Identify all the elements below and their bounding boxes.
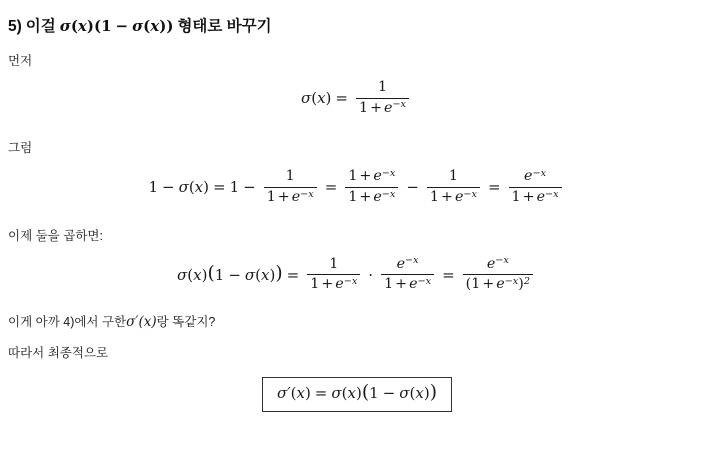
lparen: ( bbox=[290, 384, 297, 403]
rparen: ) bbox=[325, 88, 332, 107]
fraction-numerator: 1 bbox=[377, 78, 388, 95]
fraction-numerator bbox=[345, 168, 398, 186]
e-symbol: e bbox=[524, 168, 533, 185]
equation-sigma-definition-math bbox=[301, 79, 413, 118]
fraction-exp-over-denom bbox=[381, 256, 434, 295]
page-title bbox=[8, 14, 706, 36]
fraction-one-over-denom bbox=[307, 256, 360, 295]
e-symbol: e bbox=[486, 255, 496, 272]
fraction-sigma bbox=[356, 79, 409, 118]
fraction-denominator bbox=[356, 100, 409, 118]
x-symbol: x bbox=[77, 17, 87, 35]
e-symbol: e bbox=[291, 188, 301, 205]
equation-product bbox=[8, 256, 706, 295]
e-symbol: e bbox=[384, 99, 393, 116]
minus-symbol: − bbox=[406, 178, 419, 197]
one-symbol: 1 bbox=[229, 178, 240, 197]
one-symbol: 1 bbox=[214, 265, 225, 284]
paragraph-check bbox=[8, 312, 706, 332]
exponent-neg-x: −x bbox=[504, 275, 519, 287]
sigma-symbol: σ bbox=[126, 314, 136, 331]
one-symbol: 1 bbox=[384, 276, 394, 293]
plus-symbol: + bbox=[395, 276, 408, 293]
rparen: ) bbox=[86, 17, 94, 35]
exponent-neg-x: −x bbox=[381, 188, 396, 200]
heading-text-after: 형태로 바꾸기 bbox=[177, 18, 272, 35]
sigma-symbol: σ bbox=[132, 17, 144, 35]
sigma-symbol: σ bbox=[244, 265, 256, 284]
e-symbol: e bbox=[373, 168, 382, 185]
minus-symbol: − bbox=[161, 178, 175, 197]
equals-symbol: = bbox=[213, 178, 226, 197]
lparen: ( bbox=[138, 314, 144, 331]
minus-symbol: − bbox=[228, 265, 241, 284]
fraction-denominator bbox=[345, 189, 398, 207]
one-symbol: 1 bbox=[348, 168, 358, 185]
one-symbol: 1 bbox=[358, 99, 369, 116]
plus-symbol: + bbox=[277, 188, 290, 205]
plus-symbol: + bbox=[522, 188, 535, 205]
sigma-symbol: σ bbox=[300, 88, 312, 107]
e-symbol: e bbox=[409, 276, 418, 293]
equals-symbol: = bbox=[335, 88, 348, 107]
lparen: ( bbox=[188, 178, 195, 197]
fraction-denominator bbox=[509, 189, 562, 207]
plus-symbol: + bbox=[321, 276, 334, 293]
sigma-prime-inline bbox=[126, 314, 156, 330]
fraction-denominator bbox=[427, 189, 480, 207]
sigma-symbol: σ bbox=[178, 178, 189, 197]
x-symbol: x bbox=[317, 88, 326, 107]
plus-symbol: + bbox=[359, 188, 372, 205]
exponent-neg-x: −x bbox=[343, 275, 358, 287]
paragraph-finally: 따라서 최종적으로 bbox=[8, 346, 109, 361]
boxed-result bbox=[262, 377, 452, 412]
exponent-two: 2 bbox=[523, 275, 530, 287]
fraction-numerator bbox=[394, 256, 422, 274]
x-symbol: x bbox=[143, 314, 152, 331]
exponent-neg-x: −x bbox=[545, 188, 559, 200]
fraction-one-over-denom bbox=[264, 168, 317, 207]
boxed-result-wrapper bbox=[8, 377, 706, 412]
x-symbol: x bbox=[261, 265, 270, 284]
fraction-numerator: 1 bbox=[285, 168, 295, 185]
rparen: ) bbox=[275, 263, 283, 285]
plus-symbol: + bbox=[482, 276, 495, 293]
paragraph-then: 그럼 bbox=[8, 141, 33, 156]
one-symbol: 1 bbox=[310, 276, 320, 293]
fraction-denominator bbox=[381, 276, 434, 294]
rparen: ) bbox=[151, 314, 157, 331]
lparen: ( bbox=[361, 382, 370, 404]
minus-symbol: − bbox=[382, 384, 396, 403]
rparen: ) bbox=[429, 382, 438, 404]
e-symbol: e bbox=[454, 188, 464, 205]
fraction-exp-over-squared-denom bbox=[463, 256, 533, 295]
equals-symbol: = bbox=[442, 265, 455, 284]
fraction-denom-over-denom bbox=[345, 168, 398, 207]
fraction-numerator bbox=[521, 168, 549, 186]
e-symbol: e bbox=[373, 188, 382, 205]
equation-one-minus-sigma bbox=[8, 168, 706, 207]
rparen: ) bbox=[166, 17, 174, 35]
plus-symbol: + bbox=[359, 168, 372, 185]
heading-text-before: 이걸 bbox=[25, 18, 56, 35]
equation-sigma-definition bbox=[8, 79, 706, 118]
lparen: ( bbox=[465, 276, 472, 293]
heading-math-expression bbox=[60, 18, 174, 35]
fraction-one-over-denom-2 bbox=[427, 168, 480, 207]
rparen: ) bbox=[269, 265, 276, 284]
one-symbol: 1 bbox=[148, 178, 158, 197]
dot-operator: · bbox=[368, 265, 374, 284]
x-symbol: x bbox=[194, 178, 204, 197]
plus-symbol: + bbox=[441, 188, 453, 205]
one-symbol: 1 bbox=[101, 17, 112, 35]
exponent-neg-x: −x bbox=[381, 167, 396, 179]
exponent-neg-x: −x bbox=[532, 167, 547, 179]
fraction-bar bbox=[463, 274, 533, 275]
rparen: ) bbox=[304, 384, 311, 403]
equals-symbol: = bbox=[314, 384, 328, 403]
fraction-numerator: 1 bbox=[329, 255, 339, 272]
lparen: ( bbox=[311, 88, 318, 107]
fraction-bar bbox=[264, 187, 317, 188]
fraction-denominator bbox=[307, 276, 360, 294]
equation-product-math bbox=[177, 256, 537, 295]
sigma-symbol: σ bbox=[177, 265, 188, 284]
equals-symbol: = bbox=[324, 178, 338, 197]
paragraph-check-post: 랑 똑같지? bbox=[156, 315, 216, 330]
one-symbol: 1 bbox=[429, 188, 439, 205]
equation-one-minus-sigma-math bbox=[148, 168, 565, 207]
one-symbol: 1 bbox=[266, 188, 276, 205]
fraction-bar bbox=[345, 187, 398, 188]
x-symbol: x bbox=[347, 384, 356, 403]
prime-symbol: ′ bbox=[287, 384, 291, 403]
lparen: ( bbox=[143, 17, 151, 35]
rparen: ) bbox=[355, 384, 362, 403]
equals-symbol: = bbox=[286, 265, 300, 284]
plus-symbol: + bbox=[370, 99, 383, 116]
sigma-symbol: σ bbox=[276, 384, 288, 403]
lparen: ( bbox=[341, 384, 348, 403]
sigma-symbol: σ bbox=[399, 384, 410, 403]
lparen: ( bbox=[207, 263, 215, 285]
fraction-denominator bbox=[264, 189, 317, 207]
lparen: ( bbox=[187, 265, 194, 284]
exponent-neg-x: −x bbox=[405, 255, 419, 267]
x-symbol: x bbox=[415, 384, 424, 403]
prime-symbol: ′ bbox=[135, 314, 139, 331]
fraction-exp-over-denom bbox=[509, 168, 562, 207]
e-symbol: e bbox=[496, 276, 505, 293]
paragraph-check-pre: 이게 아까 4)에서 구한 bbox=[8, 315, 127, 330]
exponent-neg-x: −x bbox=[463, 188, 477, 200]
boxed-result-math bbox=[276, 382, 438, 404]
e-symbol: e bbox=[335, 276, 344, 293]
fraction-denominator bbox=[463, 276, 533, 294]
e-symbol: e bbox=[536, 188, 545, 205]
paragraph-multiply: 이제 둘을 곱하면: bbox=[8, 228, 103, 243]
sigma-symbol: σ bbox=[331, 384, 342, 403]
x-symbol: x bbox=[150, 17, 160, 35]
one-symbol: 1 bbox=[471, 276, 481, 293]
x-symbol: x bbox=[296, 384, 305, 403]
lparen: ( bbox=[255, 265, 262, 284]
exponent-neg-x: −x bbox=[417, 275, 432, 287]
exponent-neg-x: −x bbox=[392, 99, 407, 111]
fraction-numerator bbox=[484, 256, 512, 274]
lparen: ( bbox=[70, 17, 78, 35]
minus-symbol: − bbox=[115, 17, 129, 35]
x-symbol: x bbox=[193, 265, 202, 284]
exponent-neg-x: −x bbox=[300, 188, 314, 200]
one-symbol: 1 bbox=[511, 188, 521, 205]
rparen: ) bbox=[203, 178, 209, 197]
one-symbol: 1 bbox=[369, 384, 379, 403]
e-symbol: e bbox=[396, 255, 406, 272]
fraction-bar bbox=[427, 187, 480, 188]
fraction-bar bbox=[509, 187, 562, 188]
heading-number: 5) bbox=[8, 18, 22, 35]
lparen: ( bbox=[409, 384, 416, 403]
minus-symbol: − bbox=[243, 178, 256, 197]
lparen: ( bbox=[93, 17, 102, 35]
equals-symbol: = bbox=[487, 178, 501, 197]
paragraph-first: 먼저 bbox=[8, 54, 33, 68]
rparen: ) bbox=[201, 265, 208, 284]
sigma-symbol: σ bbox=[59, 17, 71, 35]
rparen: ) bbox=[518, 276, 524, 293]
one-symbol: 1 bbox=[348, 188, 358, 205]
fraction-numerator: 1 bbox=[448, 168, 458, 185]
rparen: ) bbox=[159, 17, 167, 35]
exponent-neg-x: −x bbox=[495, 255, 509, 267]
rparen: ) bbox=[423, 384, 430, 403]
